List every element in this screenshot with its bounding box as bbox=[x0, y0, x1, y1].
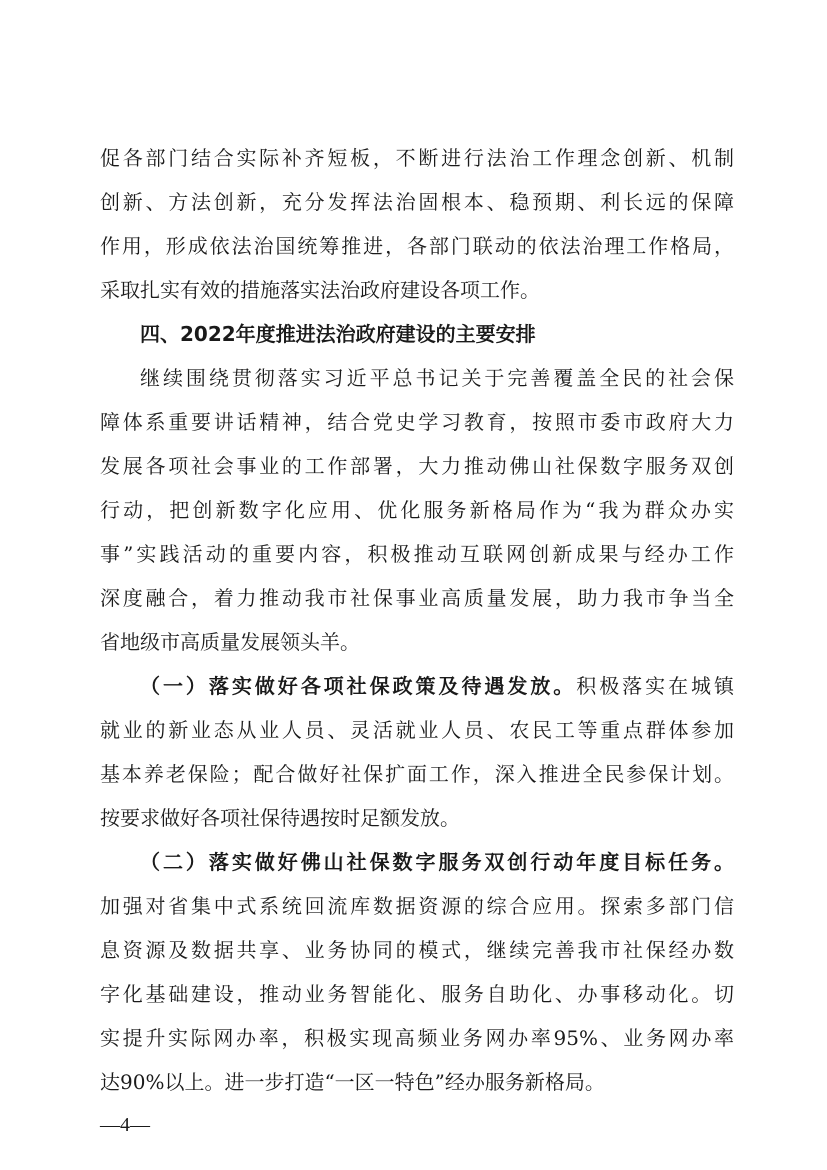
section-heading: 四、2022年度推进法治政府建设的主要安排 bbox=[140, 322, 536, 346]
paragraph-3-line-4: 按要求做好各项社保待遇按时足额发放。 bbox=[100, 806, 460, 830]
paragraph-1-line-1: 促各部门结合实际补齐短板，不断进行法治工作理念创新、机制 bbox=[100, 146, 734, 170]
paragraph-2-line-2: 障体系重要讲话精神，结合党史学习教育，按照市委市政府大力 bbox=[100, 410, 734, 434]
paragraph-4-line-2: 加强对省集中式系统回流库数据资源的综合应用。探索多部门信 bbox=[100, 894, 734, 918]
paragraph-2-line-5: 事”实践活动的重要内容，积极推动互联网创新成果与经办工作 bbox=[100, 542, 734, 566]
paragraph-4-line-5: 实提升实际网办率，积极实现高频业务网办率95%、业务网办率 bbox=[100, 1026, 734, 1050]
paragraph-4-bold-lead: （二）落实做好佛山社保数字服务双创行动年度目标任务。 bbox=[140, 850, 734, 874]
paragraph-1-line-3: 作用，形成依法治国统筹推进，各部门联动的依法治理工作格局， bbox=[100, 234, 734, 258]
paragraph-2-line-7: 省地级市高质量发展领头羊。 bbox=[100, 630, 360, 654]
paragraph-3-line-1 bbox=[140, 671, 734, 701]
paragraph-3-line-1-rest: 积极落实在城镇 bbox=[576, 674, 735, 698]
paragraph-4-line-3: 息资源及数据共享、业务协同的模式，继续完善我市社保经办数 bbox=[100, 938, 734, 962]
paragraph-1-line-4: 采取扎实有效的措施落实法治政府建设各项工作。 bbox=[100, 278, 540, 302]
paragraph-4-line-1 bbox=[140, 847, 734, 877]
paragraph-2-line-1: 继续围绕贯彻落实习近平总书记关于完善覆盖全民的社会保 bbox=[140, 366, 734, 390]
paragraph-2-line-4: 行动，把创新数字化应用、优化服务新格局作为“我为群众办实 bbox=[100, 498, 734, 522]
paragraph-2-line-6: 深度融合，着力推动我市社保事业高质量发展，助力我市争当全 bbox=[100, 586, 734, 610]
paragraph-2-line-3: 发展各项社会事业的工作部署，大力推动佛山社保数字服务双创 bbox=[100, 454, 734, 478]
paragraph-3-line-3: 基本养老保险；配合做好社保扩面工作，深入推进全民参保计划。 bbox=[100, 762, 734, 786]
paragraph-1-line-2: 创新、方法创新，充分发挥法治固根本、稳预期、利长远的保障 bbox=[100, 190, 734, 214]
page-number: —4— bbox=[100, 1114, 150, 1136]
paragraph-4-line-6: 达90%以上。进一步打造“一区一特色”经办服务新格局。 bbox=[100, 1070, 605, 1094]
paragraph-3-bold-lead: （一）落实做好各项社保政策及待遇发放。 bbox=[140, 674, 577, 698]
paragraph-3-line-2: 就业的新业态从业人员、灵活就业人员、农民工等重点群体参加 bbox=[100, 718, 734, 742]
paragraph-4-line-4: 字化基础建设，推动业务智能化、服务自助化、办事移动化。切 bbox=[100, 982, 734, 1006]
